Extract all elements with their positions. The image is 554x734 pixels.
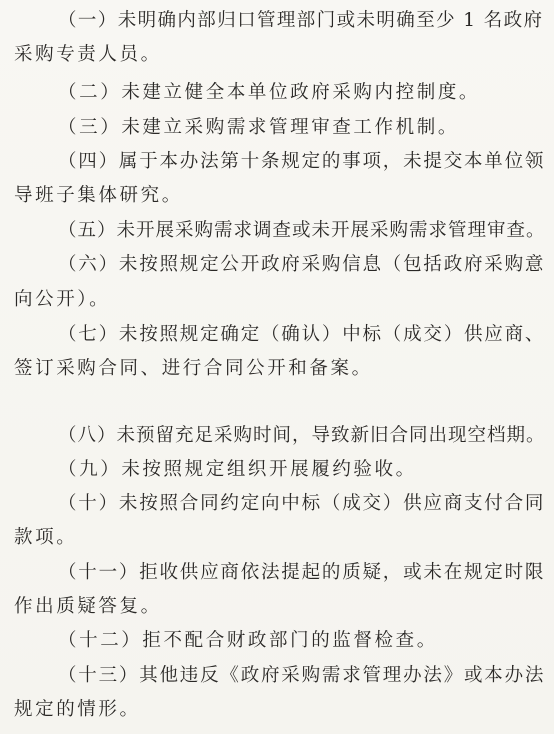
item-3-text: 未建立采购需求管理审查工作机制。 [121,117,459,138]
item-1-line-1 [58,9,543,33]
item-2-text: 未建立健全本单位政府采购内控制度。 [121,82,481,103]
item-9-number: （九） [58,459,122,480]
item-10-text: 未按照合同约定向中标（成交）供应商支付合同 [118,493,546,514]
item-2-number: （二） [58,82,122,103]
item-4-line-2: 导班子集体研究。 [14,185,183,206]
item-13-number: （十三） [58,665,140,686]
item-4-text: 属于本办法第十条规定的事项，未提交本单位领 [118,151,546,172]
item-1-text: 未明确内部归口管理部门或未明确至少 1 名政府 [117,10,544,31]
item-11-text: 拒收供应商依法提起的质疑，或未在规定时限 [139,562,546,583]
item-1-number: （一） [58,10,118,31]
item-7-line-1 [58,323,545,347]
item-13-text: 其他违反《政府采购需求管理办法》或本办法 [139,665,546,686]
item-6-line-1 [58,253,545,277]
item-12-text: 拒不配合财政部门的监督检查。 [142,630,438,651]
item-10-number: （十） [58,493,119,514]
item-3-line-1 [58,116,459,140]
item-10-line-2: 款项。 [14,527,78,548]
item-8-line-1 [58,424,546,448]
item-5-number: （五） [58,220,117,241]
item-10-line-1 [58,492,545,516]
item-8-number: （八） [58,425,117,446]
item-1-line-2: 采购专责人员。 [14,44,162,65]
item-11-line-2: 作出质疑答复。 [14,596,162,617]
item-7-line-2: 签订采购合同、进行合同公开和备案。 [14,358,373,379]
item-3-number: （三） [58,117,122,138]
item-9-text: 未按照规定组织开展履约验收。 [121,459,417,480]
item-5-text: 未开展采购需求调查或未开展采购需求管理审查。 [116,220,546,241]
item-6-line-2: 向公开）。 [14,289,111,310]
item-4-number: （四） [58,151,119,172]
item-11-line-1 [58,561,545,585]
item-8-text: 未预留充足采购时间，导致新旧合同出现空档期。 [116,425,546,446]
item-7-text: 未按照规定确定（确认）中标（成交）供应商、 [118,324,546,345]
item-6-number: （六） [58,254,119,275]
item-11-number: （十一） [58,562,140,583]
item-12-line-1 [58,629,438,653]
item-5-line-1 [58,219,546,243]
item-4-line-1 [58,150,545,174]
item-2-line-1 [58,81,480,105]
item-9-line-1 [58,458,417,482]
item-12-number: （十二） [58,630,143,651]
item-13-line-2: 规定的情形。 [14,699,141,720]
item-7-number: （七） [58,324,119,345]
item-6-text: 未按照规定公开政府采购信息（包括政府采购意 [118,254,546,275]
item-13-line-1 [58,664,545,688]
